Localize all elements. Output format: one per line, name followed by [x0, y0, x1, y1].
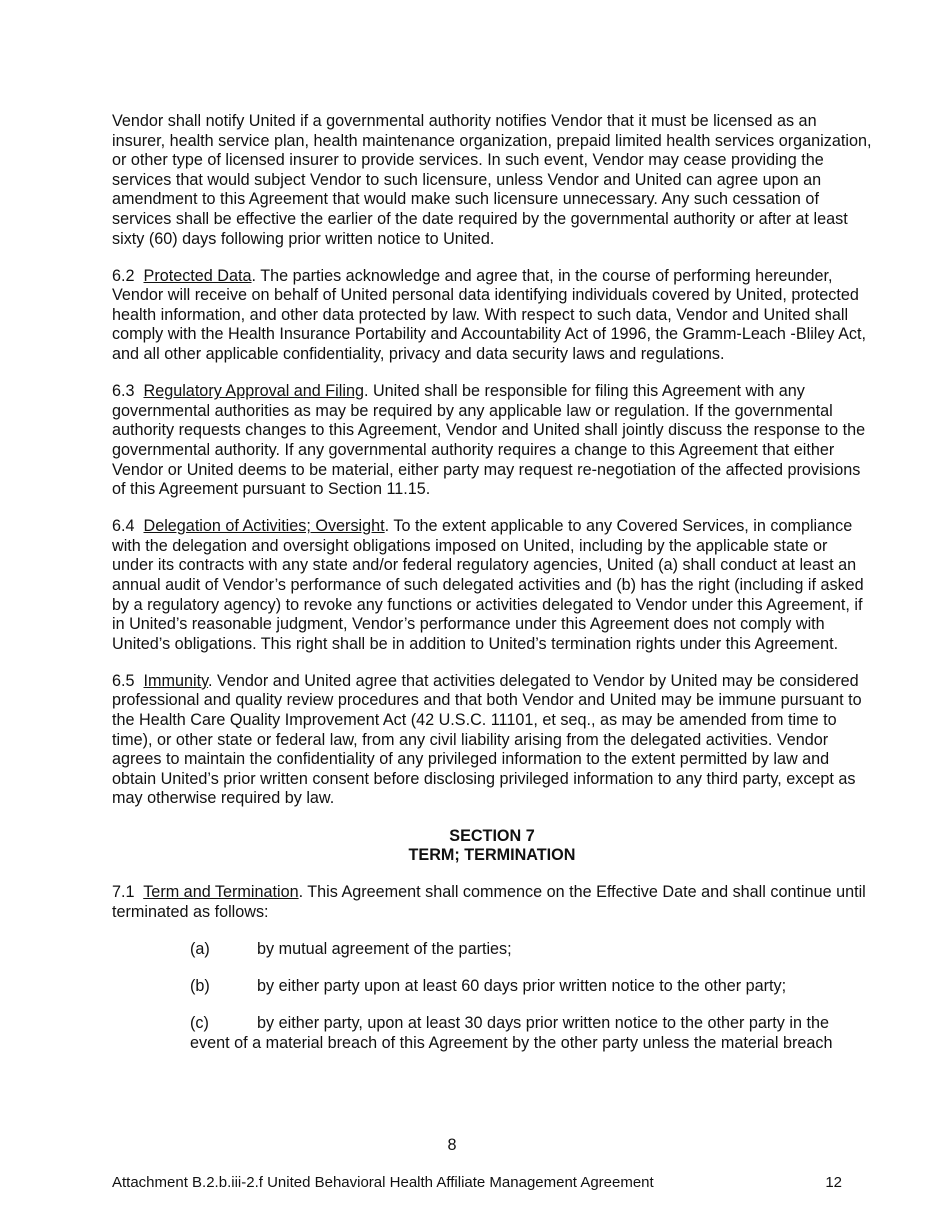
page-number: 8: [447, 1136, 457, 1154]
section-body: . To the extent applicable to any Covered Services, in compliance with the delegation and oversight obligations imposed on United, including by the applicable state or under its contracts with any state and/or federal regulatory agencies, United (a) shall conduct at least an annual audit of Vendor’s performance of such delegated activities and (b) has the right (including if asked by a regulatory agency) to revoke any functions or activities delegated to Vendor under this Agreement, if in United’s reasonable judgment, Vendor’s performance under this Agreement does not comply with United’s obligations. This right shall be in addition to United’s termination rights under this Agreement.: [112, 517, 864, 653]
section-number: 6.4: [112, 517, 135, 536]
footer-title: Attachment B.2.b.iii-2.f United Behavioral Health Affiliate Management Agreement: [112, 1174, 654, 1191]
list-item: [190, 940, 872, 960]
footer-page: 12: [825, 1174, 842, 1191]
list-item-label: (b): [190, 976, 210, 995]
list-item-label: (c): [190, 1014, 209, 1033]
section-number: 6.5: [112, 671, 135, 690]
footer: [112, 1173, 842, 1193]
clause-number: 7.1: [112, 883, 135, 902]
section-title: Immunity: [143, 671, 208, 690]
section-title: Delegation of Activities; Oversight: [143, 517, 385, 536]
section-body: . Vendor and United agree that activities delegated to Vendor by United may be considered professional and quality review procedures and that both Vendor and United may be immune pursuant to the Health Care Quality Improvement Act (42 U.S.C. 11101, et seq., as may be amended from time to time), or other state or federal law, from any civil liability arising from the delegated activities. Vendor agrees to maintain the confidentiality of any privileged information to the extent permitted by law and obtain United’s prior written consent before disclosing privileged information to any third party, except as may otherwise required by law.: [112, 671, 862, 808]
section-body: . The parties acknowledge and agree that, in the course of performing hereunder, Vendor will receive on behalf of United personal data identifying individuals covered by United, protected health information, and other data protected by law. With respect to such data, Vendor and United shall comply with the Health Insurance Portability and Accountability Act of 1996, the Gramm-Leach -Bliley Act, and all other applicable confidentiality, privacy and data security laws and regulations.: [112, 266, 866, 364]
section-6-2: [112, 267, 872, 365]
intro-paragraph: Vendor shall notify United if a governmental authority notifies Vendor that it must be licensed as an insurer, health service plan, health maintenance organization, prepaid limited health services organization, or other type of licensed insurer to provide services. In such event, Vendor may cease providing the services that would subject Vendor to such licensure, unless Vendor and United can agree upon an amendment to this Agreement that would make such licensure unnecessary. Any such cessation of services shall be effective the earlier of the date required by the governmental authority or after at least sixty (60) days following prior written notice to United.: [112, 112, 872, 248]
section-subheading: TERM; TERMINATION: [408, 846, 576, 865]
section-heading: SECTION 7: [449, 826, 535, 845]
section-title: Regulatory Approval and Filing: [143, 382, 364, 401]
document-page: [112, 112, 872, 1071]
list-item: [190, 977, 872, 997]
section-body: . United shall be responsible for filing this Agreement with any governmental authorities as may be required by any applicable law or regulation. If the governmental authority requests changes to this Agreement, Vendor and United shall jointly discuss the response to the governmental authority. If any governmental authority requires a change to this Agreement that either Vendor or United deems to be material, either party may request re-negotiation of the affected provisions of this Agreement pursuant to Section 11.15.: [112, 382, 866, 499]
section-title: Protected Data: [143, 266, 252, 285]
list-item-text: by either party upon at least 60 days prior written notice to the other party;: [257, 976, 787, 995]
section-number: 6.2: [112, 266, 135, 285]
section-7-heading: [112, 827, 872, 866]
section-6-3: [112, 382, 872, 500]
list-item-text: by either party, upon at least 30 days prior written notice to the other party in the event of a material breach of this Agreement by the other party unless the material breach: [190, 1014, 833, 1052]
list-item-label: (a): [190, 939, 210, 958]
section-6-5: [112, 672, 872, 809]
section-6-4: [112, 517, 872, 654]
clause-body: . This Agreement shall commence on the Effective Date and shall continue until terminated as follows:: [112, 883, 866, 921]
section-number: 6.3: [112, 382, 135, 401]
list-item-text: by mutual agreement of the parties;: [257, 939, 512, 958]
section-7-1: [112, 883, 872, 922]
clause-title: Term and Termination: [143, 883, 299, 902]
list-item: [190, 1014, 872, 1053]
